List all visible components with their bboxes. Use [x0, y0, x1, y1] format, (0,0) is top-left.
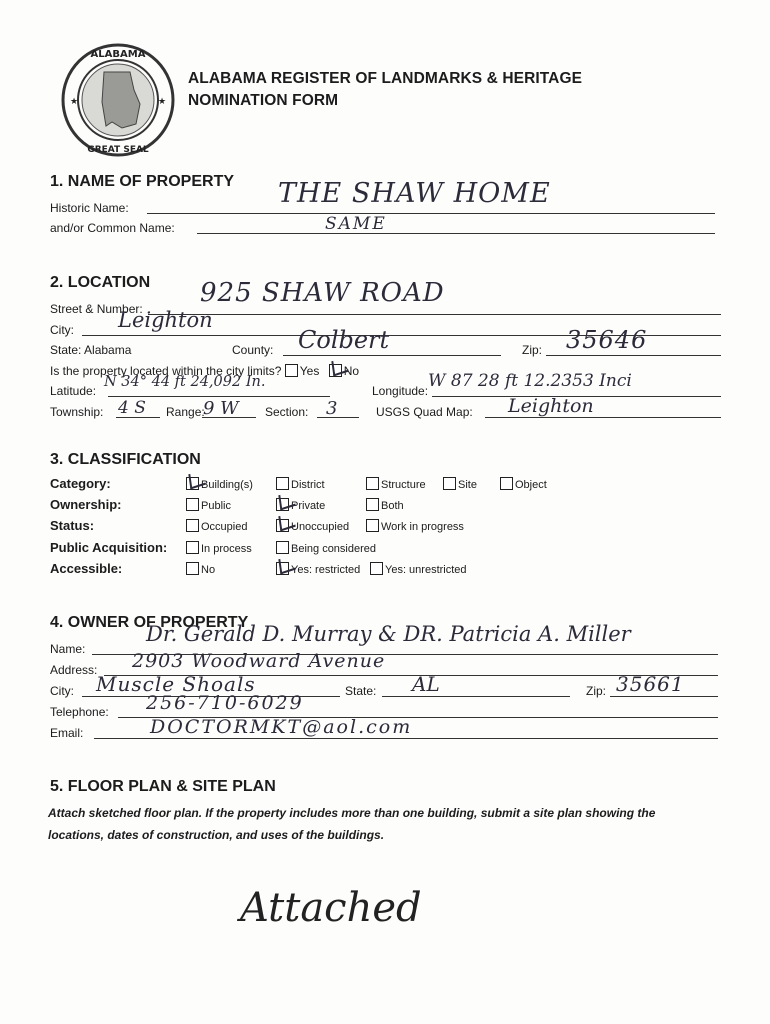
city-limits-yes-label: Yes [299, 364, 320, 378]
quad-map-field[interactable]: Leighton [508, 395, 594, 417]
owner-address-label: Address: [50, 663, 98, 677]
acquisition-being-considered [276, 541, 376, 555]
street-line [148, 314, 721, 315]
unoccupied-option-label: Unoccupied [291, 521, 350, 533]
status-unoccupied [276, 519, 349, 533]
zip-line [546, 355, 721, 356]
private-option-label: Private [291, 500, 326, 512]
accessible-no-checkbox[interactable] [186, 562, 199, 575]
quad-map-line [485, 417, 721, 418]
state-label: State: Alabama [50, 343, 132, 357]
building-option-label: Building(s) [201, 479, 253, 491]
site-checkbox[interactable] [443, 477, 456, 490]
zip-field[interactable]: 35646 [566, 326, 648, 354]
historic-name-label: Historic Name: [50, 201, 129, 215]
status-occupied [186, 519, 247, 533]
building-checkbox[interactable] [186, 477, 199, 490]
common-name-field[interactable]: SAME [325, 214, 387, 234]
county-line [283, 355, 501, 356]
structure-option-label: Structure [381, 479, 426, 491]
in-process-checkbox[interactable] [186, 541, 199, 554]
seal-text-bottom: GREAT SEAL [87, 145, 149, 155]
form-title [188, 68, 582, 112]
ownership-label: Ownership: [50, 497, 122, 512]
ownership-private [276, 498, 325, 512]
work-in-progress-checkbox[interactable] [366, 519, 379, 532]
section1-heading: 1. NAME OF PROPERTY [50, 173, 235, 190]
ownership-public [186, 498, 231, 512]
both-option-label: Both [381, 500, 404, 512]
owner-state-field[interactable]: AL [412, 672, 440, 696]
range-field[interactable]: 9 W [203, 398, 239, 419]
city-field[interactable]: Leighton [118, 308, 213, 332]
section-field[interactable]: 3 [326, 398, 338, 419]
being-considered-checkbox[interactable] [276, 541, 289, 554]
owner-city-field[interactable]: Muscle Shoals [96, 672, 256, 696]
acquisition-label: Public Acquisition: [50, 540, 168, 555]
owner-state-label: State: [345, 684, 377, 698]
category-site [443, 477, 477, 491]
email-label: Email: [50, 726, 84, 740]
longitude-label: Longitude: [372, 384, 429, 398]
being-considered-option-label: Being considered [291, 543, 377, 555]
floor-plan-instructions: Attach sketched floor plan. If the property includes more than one building, submit a site plan showing the locations, dates of construction, and uses of the buildings. [48, 806, 656, 842]
city-label: City: [50, 323, 74, 337]
acquisition-in-process [186, 541, 252, 555]
public-option-label: Public [201, 500, 231, 512]
city-limits-yes-checkbox[interactable] [285, 364, 298, 377]
unoccupied-checkbox[interactable] [276, 519, 289, 532]
telephone-field[interactable]: 256-710-6029 [146, 692, 304, 714]
range-label: Range: [166, 405, 205, 419]
accessible-label: Accessible: [50, 561, 123, 576]
city-limits-no-label: No [343, 364, 360, 378]
common-name-label: and/or Common Name: [50, 221, 175, 235]
ownership-both [366, 498, 404, 512]
township-label: Township: [50, 405, 104, 419]
county-field[interactable]: Colbert [298, 326, 390, 354]
zip-label: Zip: [522, 343, 543, 357]
occupied-option-label: Occupied [201, 521, 248, 533]
district-option-label: District [291, 479, 325, 491]
form-title-line1: ALABAMA REGISTER OF LANDMARKS & HERITAGE [188, 70, 583, 87]
unrestricted-checkbox[interactable] [370, 562, 383, 575]
category-label: Category: [50, 476, 111, 491]
form-title-line2: NOMINATION FORM [188, 92, 339, 109]
historic-name-line [147, 213, 715, 214]
section5-heading: 5. FLOOR PLAN & SITE PLAN [50, 778, 276, 795]
owner-zip-line [610, 696, 718, 697]
accessible-no-option-label: No [201, 564, 216, 576]
owner-zip-label: Zip: [586, 684, 607, 698]
unrestricted-option-label: Yes: unrestricted [385, 564, 467, 576]
common-name-line [197, 233, 715, 234]
restricted-option-label: Yes: restricted [291, 564, 361, 576]
in-process-option-label: In process [201, 543, 252, 555]
alabama-great-seal [60, 42, 176, 158]
object-option-label: Object [515, 479, 547, 491]
latitude-field[interactable]: N 34° 44 ft 24,092 In. [104, 374, 266, 390]
site-option-label: Site [458, 479, 477, 491]
accessible-restricted [276, 562, 360, 576]
status-label: Status: [50, 518, 95, 533]
quad-map-label: USGS Quad Map: [376, 405, 473, 419]
county-label: County: [232, 343, 274, 357]
attached-note: Attached [240, 885, 422, 931]
latitude-line [108, 396, 330, 397]
object-checkbox[interactable] [500, 477, 513, 490]
category-object [500, 477, 547, 491]
street-label: Street & Number: [50, 302, 143, 316]
owner-name-label: Name: [50, 642, 86, 656]
historic-name-field[interactable]: THE SHAW HOME [278, 178, 551, 209]
svg-text:★: ★ [158, 96, 167, 106]
structure-checkbox[interactable] [366, 477, 379, 490]
category-district [276, 477, 325, 491]
district-checkbox[interactable] [276, 477, 289, 490]
both-checkbox[interactable] [366, 498, 379, 511]
telephone-label: Telephone: [50, 705, 109, 719]
private-checkbox[interactable] [276, 498, 289, 511]
category-structure [366, 477, 426, 491]
owner-city-label: City: [50, 684, 74, 698]
owner-state-line [382, 696, 570, 697]
street-field[interactable]: 925 SHAW ROAD [200, 278, 445, 308]
section-line [317, 417, 359, 418]
category-building [186, 477, 253, 491]
email-field[interactable]: DOCTORMKT@aol.com [150, 716, 413, 738]
svg-text:★: ★ [70, 96, 79, 106]
accessible-no [186, 562, 215, 576]
owner-zip-field[interactable]: 35661 [616, 672, 685, 696]
owner-address-field[interactable]: 2903 Woodward Avenue [132, 650, 386, 672]
work-in-progress-option-label: Work in progress [381, 521, 464, 533]
section4-heading: 4. OWNER OF PROPERTY [50, 614, 249, 631]
seal-text-top: ALABAMA [90, 49, 146, 60]
city-limits-question: Is the property located within the city limits? [50, 364, 282, 378]
accessible-unrestricted [370, 562, 467, 576]
occupied-checkbox[interactable] [186, 519, 199, 532]
township-field[interactable]: 4 S [118, 398, 146, 418]
city-limits-no-checkbox[interactable] [329, 364, 342, 377]
public-checkbox[interactable] [186, 498, 199, 511]
status-work-in-progress [366, 519, 464, 533]
longitude-field[interactable]: W 87 28 ft 12.2353 Inci [428, 371, 632, 391]
latitude-label: Latitude: [50, 384, 97, 398]
email-line [94, 738, 718, 739]
restricted-checkbox[interactable] [276, 562, 289, 575]
section3-heading: 3. CLASSIFICATION [50, 451, 201, 468]
section2-heading: 2. LOCATION [50, 274, 151, 291]
owner-name-field[interactable]: Dr. Gerald D. Murray & DR. Patricia A. Miller [146, 622, 631, 646]
section-label: Section: [265, 405, 309, 419]
